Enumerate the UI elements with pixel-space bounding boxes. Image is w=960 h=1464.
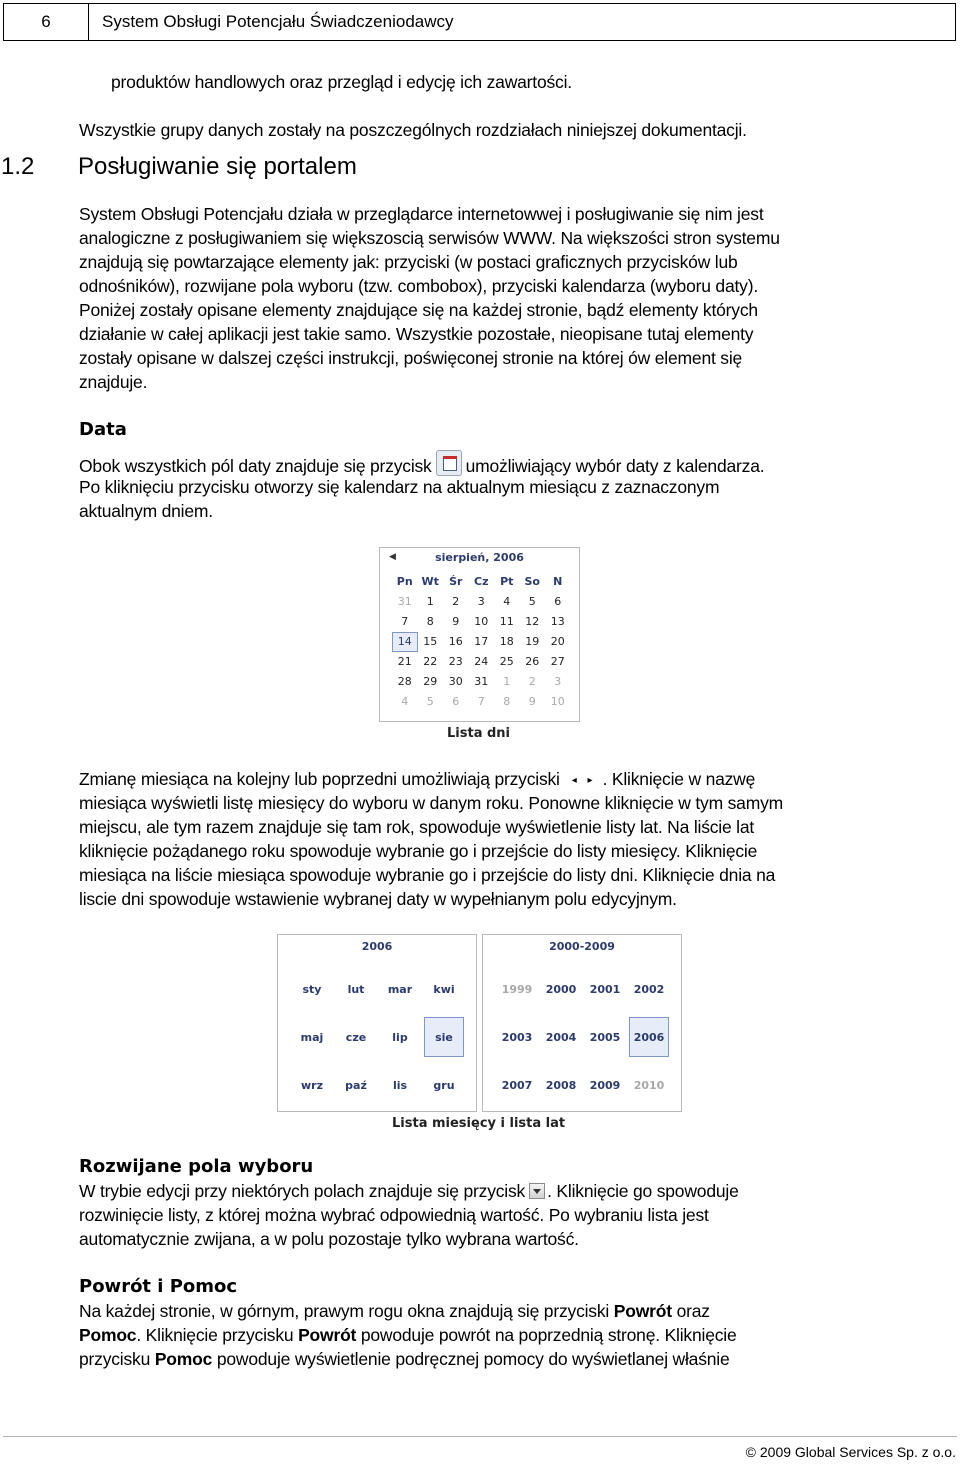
page-header xyxy=(3,3,956,41)
month-grid xyxy=(290,965,466,1109)
weekday-header: Pn xyxy=(396,575,413,588)
calendar-day[interactable]: 10 xyxy=(550,695,565,708)
data-line-1 xyxy=(79,450,764,478)
section-heading xyxy=(1,152,357,182)
calendar-day[interactable]: 10 xyxy=(474,615,489,628)
back-help-line-2-mid: . Kliknięcie przycisku xyxy=(136,1325,294,1345)
calendar-day[interactable]: 29 xyxy=(423,675,438,688)
data-line-2: Po kliknięciu przycisku otworzy się kalendarz na aktualnym miesiącu z zaznaczonym xyxy=(79,477,720,497)
month-nav-line-1-end: . Kliknięcie w nazwę xyxy=(602,769,756,789)
back-help-line-3-start: przycisku xyxy=(79,1349,151,1369)
month-option[interactable]: sie xyxy=(424,1017,464,1057)
month-option[interactable]: paź xyxy=(345,1078,367,1092)
data-line-1-end: umożliwiający wybór daty z kalendarza. xyxy=(465,456,765,476)
year-option[interactable]: 2003 xyxy=(501,1030,533,1044)
year-option[interactable]: 2000 xyxy=(545,982,577,996)
dropdown-heading: Rozwijane pola wyboru xyxy=(79,1156,314,1177)
calendar-day-list xyxy=(379,547,580,722)
calendar-day[interactable]: 1 xyxy=(426,595,434,608)
calendar-day[interactable]: 26 xyxy=(525,655,540,668)
month-nav-line: miejscu, ale tym razem znajduje się tam rok, spowoduje wyświetlenie listy lat. Na liście lat xyxy=(79,817,755,837)
calendar-day[interactable]: 6 xyxy=(452,695,460,708)
calendar-day[interactable]: 8 xyxy=(503,695,511,708)
paragraph-line: odnośników), rozwijane pola wyboru (tzw. combobox), przyciski kalendarza (wyboru daty). xyxy=(79,276,759,296)
calendar-day[interactable]: 9 xyxy=(452,615,460,628)
intro-line-2: Wszystkie grupy danych zostały na poszczególnych rozdziałach niniejszej dokumentacji. xyxy=(79,120,747,140)
calendar-day[interactable]: 17 xyxy=(474,635,489,648)
month-nav-line: miesiąca wyświetli listę miesięcy do wyboru w danym roku. Ponowne kliknięcie w tym samym xyxy=(79,793,784,813)
calendar-day-grid xyxy=(392,572,571,712)
month-option[interactable]: lip xyxy=(392,1030,408,1044)
month-option[interactable]: sty xyxy=(302,982,322,996)
dropdown-line-2: rozwinięcie listy, z której można wybrać odpowiednią wartość. Po wybraniu lista jest xyxy=(79,1205,709,1225)
calendar-day[interactable]: 2 xyxy=(452,595,460,608)
dropdown-line-3: automatycznie zwijana, a w polu pozostaje tylko wybrana wartość. xyxy=(79,1229,579,1249)
month-option[interactable]: cze xyxy=(345,1030,367,1044)
calendar-day[interactable]: 4 xyxy=(401,695,409,708)
calendar-day[interactable]: 7 xyxy=(401,615,409,628)
pomoc-term: Pomoc xyxy=(79,1325,137,1345)
calendar-day[interactable]: 30 xyxy=(448,675,463,688)
calendar-day[interactable]: 4 xyxy=(503,595,511,608)
year-option[interactable]: 2005 xyxy=(589,1030,621,1044)
calendar-day[interactable]: 2 xyxy=(528,675,536,688)
footer-divider xyxy=(3,1436,957,1437)
calendar-day[interactable]: 31 xyxy=(474,675,489,688)
month-option[interactable]: lut xyxy=(347,982,365,996)
back-help-line-2-end: powoduje powrót na poprzednią stronę. Kliknięcie xyxy=(360,1325,737,1345)
month-nav-line: miesiąca na liście miesiąca spowoduje wybranie go i przejście do listy dni. Kliknięcie dnia na xyxy=(79,865,776,885)
month-nav-line-1-start: Zmianę miesiąca na kolejny lub poprzedni umożliwiają przyciski xyxy=(79,769,560,789)
calendar-day[interactable]: 3 xyxy=(554,675,562,688)
back-help-line-3 xyxy=(79,1347,730,1371)
powrot-term: Powrót xyxy=(298,1325,357,1345)
paragraph-line: zostały opisane w dalszej części instrukcji, poświęconej stronie na której ów element się xyxy=(79,348,743,368)
paragraph-line: znajdują się powtarzające elementy jak: przyciski (w postaci graficznych przycisków lub xyxy=(79,252,738,272)
page-number: 6 xyxy=(4,4,89,40)
weekday-header: Pt xyxy=(500,575,514,588)
calendar-day[interactable]: 16 xyxy=(448,635,463,648)
year-option[interactable]: 2004 xyxy=(545,1030,577,1044)
month-list-title[interactable]: 2006 xyxy=(361,940,393,953)
paragraph-line: analogiczne z posługiwaniem się większoscią serwisów WWW. Na większości stron systemu xyxy=(79,228,780,248)
calendar-day[interactable]: 24 xyxy=(474,655,489,668)
year-option[interactable]: 2006 xyxy=(629,1017,669,1057)
paragraph-line: Poniżej zostały opisane elementy znajdujące się na każdej stronie, bądź elementy których xyxy=(79,300,758,320)
calendar-day[interactable]: 12 xyxy=(525,615,540,628)
year-option[interactable]: 2002 xyxy=(633,982,665,996)
month-option[interactable]: gru xyxy=(433,1078,455,1092)
calendar-day[interactable]: 28 xyxy=(397,675,412,688)
dropdown-line-1-start: W trybie edycji przy niektórych polach znajduje się przycisk xyxy=(79,1181,526,1201)
calendar-day[interactable]: 25 xyxy=(499,655,514,668)
weekday-header: Śr xyxy=(449,575,463,588)
paragraph-line: System Obsługi Potencjału działa w przeglądarce internetowwej i posługiwanie się nim jest xyxy=(79,204,764,224)
year-option[interactable]: 1999 xyxy=(501,982,533,996)
year-option[interactable]: 2007 xyxy=(501,1078,533,1092)
calendar-day[interactable]: 13 xyxy=(550,615,565,628)
calendar-month-title[interactable]: sierpień, 2006 xyxy=(435,551,524,564)
calendar-day[interactable]: 22 xyxy=(423,655,438,668)
panels-caption: Lista miesięcy i lista lat xyxy=(392,1116,566,1131)
calendar-day[interactable]: 5 xyxy=(426,695,434,708)
year-option[interactable]: 2001 xyxy=(589,982,621,996)
document-title: System Obsługi Potencjału Świadczeniodawcy xyxy=(102,12,454,31)
month-list-panel xyxy=(277,934,477,1112)
data-line-1-start: Obok wszystkich pól daty znajduje się przycisk xyxy=(79,456,432,476)
calendar-day[interactable]: 5 xyxy=(528,595,536,608)
footer-copyright: © 2009 Global Services Sp. z o.o. xyxy=(745,1444,956,1460)
year-option[interactable]: 2010 xyxy=(633,1078,665,1092)
data-line-3: aktualnym dniem. xyxy=(79,501,213,521)
oraz-word: oraz xyxy=(676,1301,710,1321)
powrot-term: Powrót xyxy=(613,1301,672,1321)
weekday-header: N xyxy=(553,575,563,588)
back-help-line-1-start: Na każdej stronie, w górnym, prawym rogu okna znajdują się przyciski xyxy=(79,1301,610,1321)
month-option[interactable]: maj xyxy=(300,1030,324,1044)
calendar-day[interactable]: 15 xyxy=(423,635,438,648)
section-title: Posługiwanie się portalem xyxy=(78,153,357,180)
calendar-day[interactable]: 3 xyxy=(477,595,485,608)
weekday-header: Cz xyxy=(474,575,489,588)
back-help-heading: Powrót i Pomoc xyxy=(79,1276,238,1297)
calendar-day[interactable]: 7 xyxy=(477,695,485,708)
year-list-panel xyxy=(482,934,682,1112)
year-grid xyxy=(495,965,671,1109)
year-list-title[interactable]: 2000-2009 xyxy=(549,940,615,953)
month-nav-arrows-icon: ◂ ▸ xyxy=(571,775,597,786)
year-option[interactable]: 2008 xyxy=(545,1078,577,1092)
calendar-day[interactable]: 23 xyxy=(448,655,463,668)
calendar-day[interactable]: 14 xyxy=(392,632,418,652)
data-heading: Data xyxy=(79,419,127,440)
calendar-caption: Lista dni xyxy=(447,726,511,741)
dropdown-line-1 xyxy=(79,1179,739,1203)
calendar-header xyxy=(380,548,579,570)
month-option[interactable]: wrz xyxy=(301,1078,323,1092)
calendar-day[interactable]: 9 xyxy=(528,695,536,708)
back-help-line-1 xyxy=(79,1299,710,1323)
calendar-day[interactable]: 18 xyxy=(499,635,514,648)
section-number: 1.2 xyxy=(1,153,35,180)
dropdown-arrow-icon xyxy=(529,1183,545,1199)
calendar-day[interactable]: 31 xyxy=(397,595,412,608)
calendar-day[interactable]: 1 xyxy=(503,675,511,688)
paragraph-line: działanie w całej aplikacji jest takie samo. Wszystkie pozostałe, nieopisane tutaj elementy xyxy=(79,324,754,344)
calendar-day[interactable]: 21 xyxy=(397,655,412,668)
month-option[interactable]: kwi xyxy=(433,982,455,996)
month-nav-line-1 xyxy=(79,767,755,793)
calendar-day[interactable]: 11 xyxy=(499,615,514,628)
weekday-header: Wt xyxy=(421,575,439,588)
back-help-line-2 xyxy=(79,1323,737,1347)
month-nav-line: kliknięcie pożądanego roku spowoduje wybranie go i przejście do listy miesięcy. Kliknięcie xyxy=(79,841,758,861)
month-option[interactable]: lis xyxy=(392,1078,408,1092)
back-help-line-3-end: powoduje wyświetlenie podręcznej pomocy do wyświetlanej właśnie xyxy=(216,1349,730,1369)
paragraph-line: znajduje. xyxy=(79,372,148,392)
calendar-day[interactable]: 27 xyxy=(550,655,565,668)
calendar-icon xyxy=(436,450,462,476)
calendar-day[interactable]: 8 xyxy=(426,615,434,628)
dropdown-line-1-end: . Kliknięcie go spowoduje xyxy=(547,1181,739,1201)
prev-month-arrow-icon[interactable]: ◀ xyxy=(389,552,396,562)
calendar-day[interactable]: 20 xyxy=(550,635,565,648)
month-nav-line: liscie dni spowoduje wstawienie wybranej daty w wypełnianym polu edycyjnym. xyxy=(79,889,677,909)
pomoc-term: Pomoc xyxy=(154,1349,213,1369)
calendar-day[interactable]: 19 xyxy=(525,635,540,648)
month-option[interactable]: mar xyxy=(387,982,413,996)
intro-line-1: produktów handlowych oraz przegląd i edycję ich zawartości. xyxy=(111,72,572,92)
year-option[interactable]: 2009 xyxy=(589,1078,621,1092)
calendar-day[interactable]: 6 xyxy=(554,595,562,608)
weekday-header: So xyxy=(524,575,540,588)
